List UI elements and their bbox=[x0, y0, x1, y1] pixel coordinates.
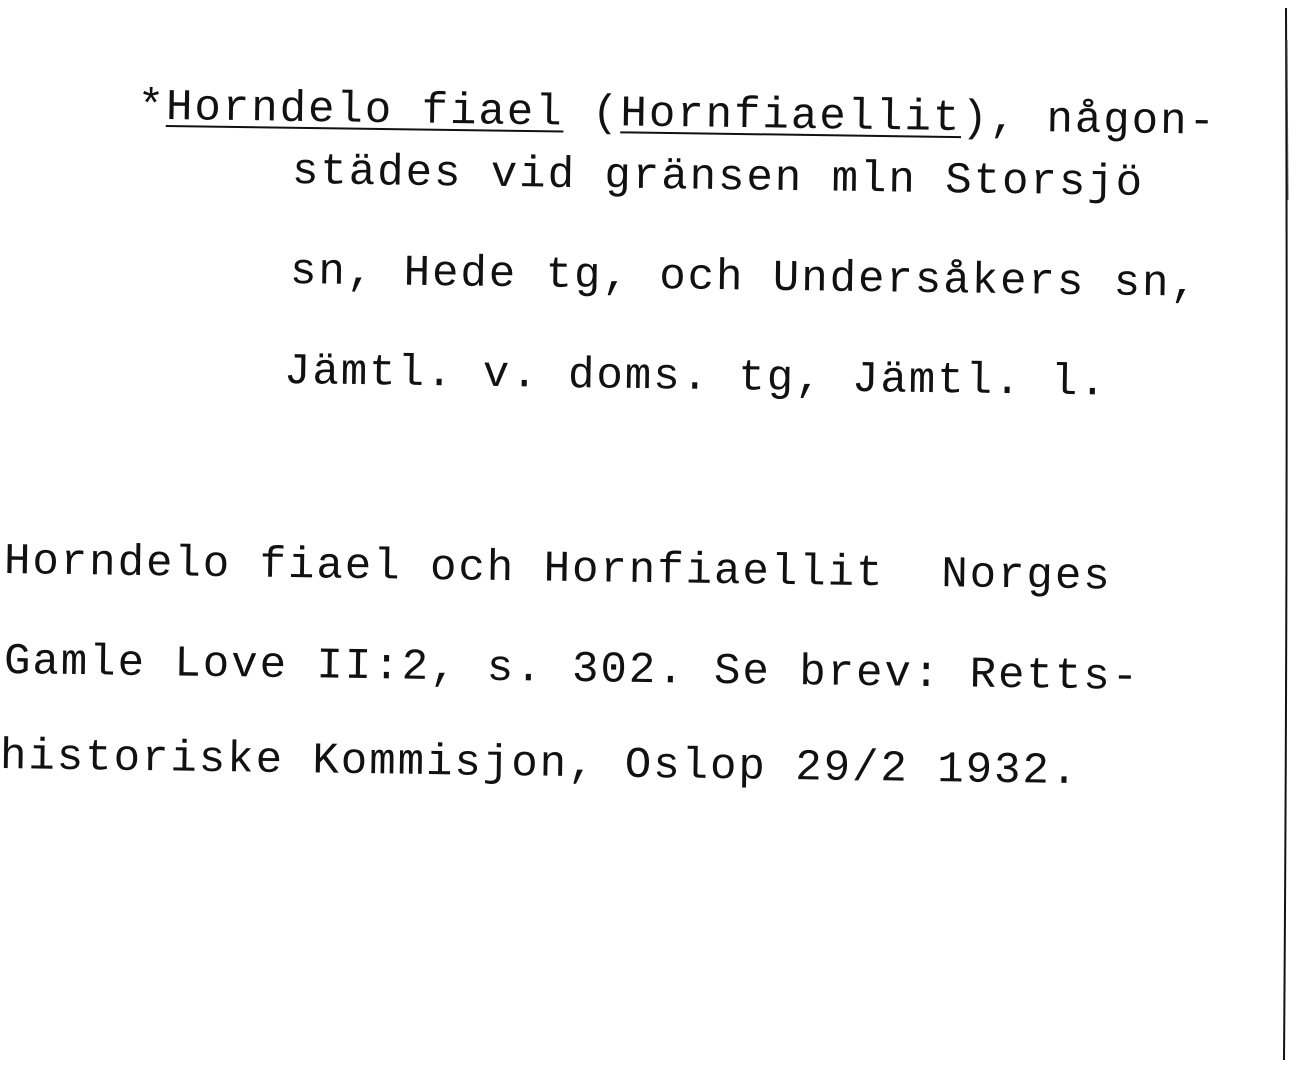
variant-name: Hornfiaellit bbox=[620, 89, 962, 145]
source-line-3: historiske Kommisjon, Oslop 29/2 1932. bbox=[0, 732, 1080, 798]
paren-open: ( bbox=[563, 88, 621, 140]
source-line-1: Horndelo fiael och Hornfiaellit Norges bbox=[3, 537, 1113, 603]
headline-rest: ), någon- bbox=[960, 94, 1218, 148]
asterisk-mark: * bbox=[137, 82, 167, 133]
source-line-2: Gamle Love II:2, s. 302. Se brev: Retts- bbox=[3, 637, 1141, 703]
entry-line-4: Jämtl. v. doms. tg, Jämtl. l. bbox=[283, 347, 1109, 409]
entry-line-2: städes vid gränsen mln Storsjö bbox=[291, 147, 1145, 209]
entry-line-3: sn, Hede tg, och Undersåkers sn, bbox=[289, 247, 1200, 310]
headword: Horndelo fiael bbox=[165, 82, 564, 139]
card-right-edge-line bbox=[1270, 0, 1298, 1066]
